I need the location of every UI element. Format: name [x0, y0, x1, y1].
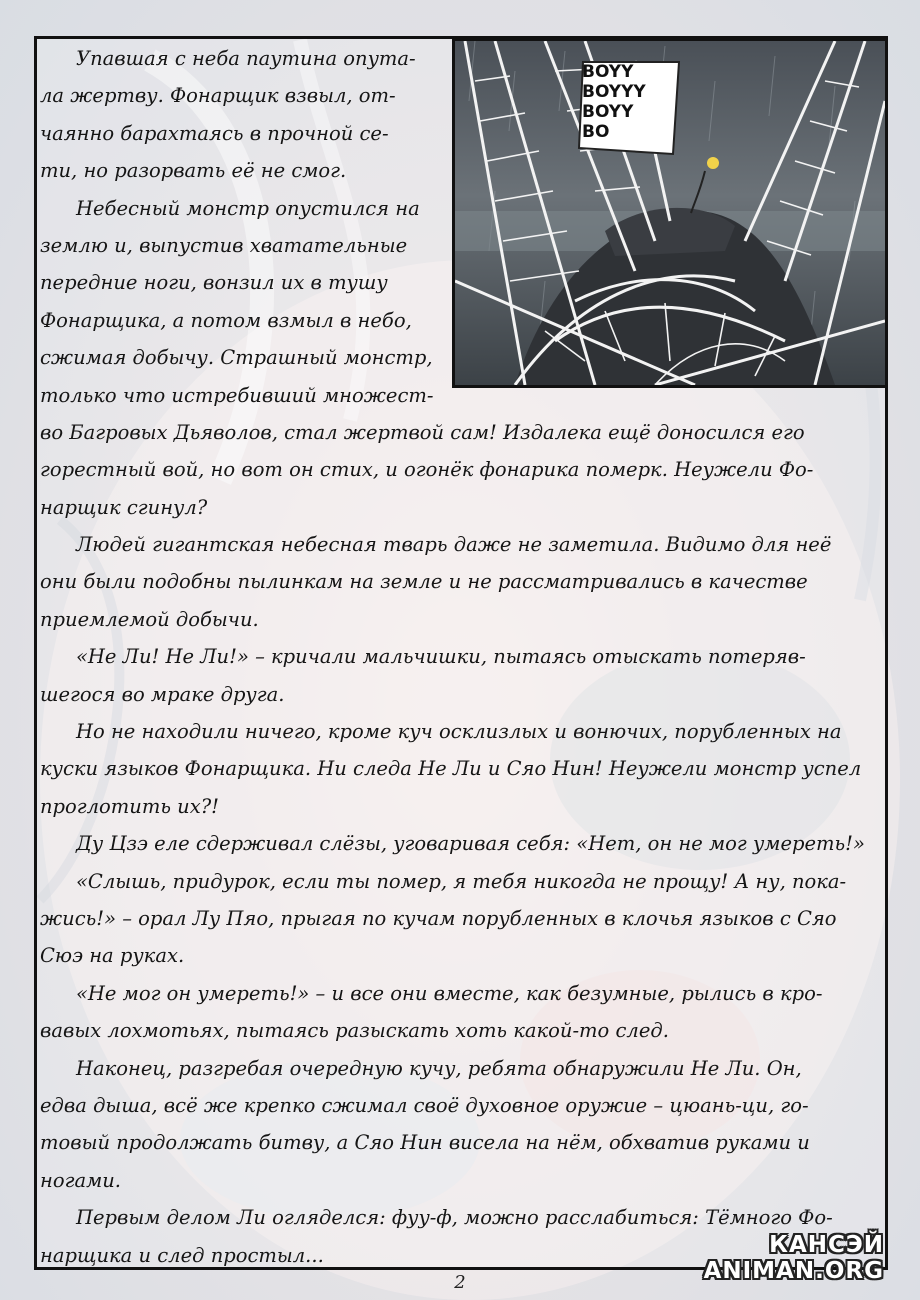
translator-credit: КАНСЭЙ ANIMAN.ORG	[703, 1232, 884, 1284]
text-line: они были подобны пылинкам на земле и не рассматривались в качестве	[40, 570, 808, 594]
text-line: землю и, выпустив хватательные	[40, 233, 408, 257]
text-line: «Слышь, придурок, если ты помер, я тебя никогда не прощу! А ну, пока-	[76, 869, 847, 893]
text-line: жись!» – орал Лу Пяо, прыгая по кучам порубленных в клочья языков с Сяо	[40, 906, 837, 930]
text-line: Небесный монстр опустился на	[76, 196, 420, 220]
sfx-line: BOYY	[582, 62, 634, 82]
text-line: Но не находили ничего, кроме куч осклизлых и вонючих, порубленных на	[76, 720, 842, 744]
text-line: шегося во мраке друга.	[40, 682, 285, 706]
text-line: нарщика и след простыл...	[40, 1243, 324, 1267]
text-line: Фонарщика, а потом взмыл в небо,	[40, 308, 412, 332]
text-line: ногами.	[40, 1168, 121, 1192]
text-line: «Не мог он умереть!» – и все они вместе, как безумные, рылись в кро-	[76, 981, 823, 1005]
text-line: Наконец, разгребая очередную кучу, ребята обнаружили Не Ли. Он,	[76, 1056, 802, 1080]
text-line: куски языков Фонарщика. Ни следа Не Ли и Сяо Нин! Неужели монстр успел	[40, 757, 862, 781]
sfx-line: BO	[582, 122, 610, 142]
sfx-line: BOYY	[582, 102, 634, 122]
text-line: горестный вой, но вот он стих, и огонёк фонарика померк. Неужели Фо-	[40, 458, 814, 482]
text-line: только что истребивший множест-	[40, 383, 434, 407]
text-line: Первым делом Ли огляделся: фуу-ф, можно расслабиться: Тёмного Фо-	[76, 1206, 833, 1230]
text-line: нарщик сгинул?	[40, 495, 208, 519]
page-number: 2	[454, 1272, 466, 1293]
story-text	[40, 40, 884, 1284]
text-line: ла жертву. Фонарщик взвыл, от-	[40, 84, 396, 108]
text-line: Упавшая с неба паутина опута-	[76, 47, 416, 70]
text-line: товый продолжать битву, а Сяо Нин висела на нём, обхватив руками и	[40, 1131, 810, 1155]
text-line: ти, но разорвать её не смог.	[40, 159, 347, 183]
text-line: передние ноги, вонзил их в тушу	[40, 271, 388, 295]
text-line: приемлемой добычи.	[40, 607, 259, 631]
text-line: сжимая добычу. Страшный монстр,	[40, 346, 433, 370]
text-line: проглотить их?!	[40, 794, 219, 818]
text-line: Сюэ на руках.	[40, 944, 185, 968]
text-line: Ду Цзэ еле сдерживал слёзы, уговаривая себя: «Нет, он не мог умереть!»	[76, 832, 865, 856]
text-line: чаянно барахтаясь в прочной се-	[40, 121, 389, 145]
sfx-line: BOYYY	[582, 82, 646, 102]
text-line: «Не Ли! Не Ли!» – кричали мальчишки, пытаясь отыскать потеряв-	[76, 645, 806, 669]
text-line: во Багровых Дьяволов, стал жертвой сам! Издалека ещё доносился его	[40, 420, 805, 444]
text-line: Людей гигантская небесная тварь даже не заметила. Видимо для неё	[76, 533, 832, 557]
text-line: едва дыша, всё же крепко сжимал своё духовное оружие – цюань-ци, го-	[40, 1093, 809, 1117]
text-line: вавых лохмотьях, пытаясь разыскать хоть какой-то след.	[40, 1019, 669, 1043]
